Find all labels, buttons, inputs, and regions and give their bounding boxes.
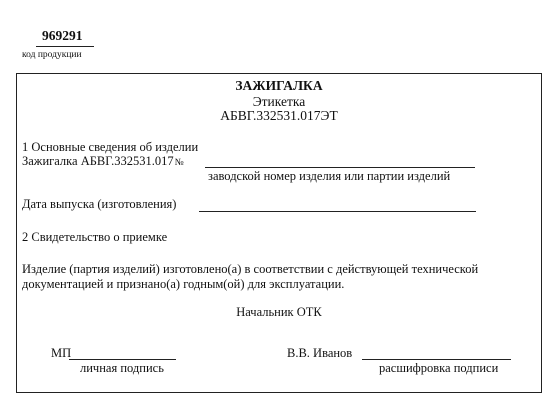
stamp-label: МП [51, 346, 72, 360]
decoding-caption: расшифровка подписи [379, 361, 499, 375]
signer-name: В.В. Иванов [287, 346, 353, 360]
product-code-value: 969291 [42, 28, 83, 43]
decoding-line [362, 359, 511, 360]
acceptance-text-line1: Изделие (партия изделий) изготовлено(а) в соответствии с действующей технической [22, 262, 479, 276]
label-doc-number: АБВГ.332531.017ЭТ [220, 108, 338, 123]
number-sign: № [174, 158, 184, 168]
section2-heading: 2 Свидетельство о приемке [22, 230, 168, 244]
product-code-underline [36, 46, 94, 47]
label-subtitle: Этикетка [252, 94, 306, 109]
signature-caption: личная подпись [80, 361, 164, 375]
acceptance-text-line2: документацией и признано(а) годным(ой) для эксплуатации. [22, 277, 345, 291]
item-designation [22, 154, 184, 169]
release-date-label: Дата выпуска (изготовления) [22, 197, 177, 211]
serial-number-line [205, 167, 475, 168]
product-code-label: код продукции [22, 50, 82, 60]
item-label: Зажигалка АБВГ.332531.017 [22, 154, 174, 168]
section1-heading: 1 Основные сведения об изделии [22, 140, 199, 154]
release-date-line [199, 211, 476, 212]
label-title: ЗАЖИГАЛКА [235, 78, 323, 93]
serial-caption: заводской номер изделия или партии изделий [208, 169, 451, 183]
signature-line [69, 359, 176, 360]
chief-title: Начальник ОТК [236, 305, 322, 319]
